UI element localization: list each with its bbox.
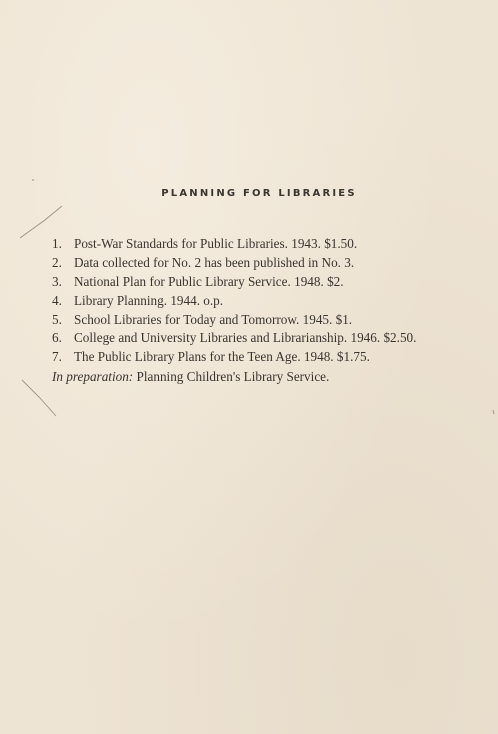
item-text: College and University Libraries and Librarianship. 1946. $2.50. [74, 330, 417, 346]
item-text: Library Planning. 1944. o.p. [74, 292, 224, 308]
item-number: 7. [52, 349, 62, 365]
pencil-dot [493, 410, 494, 414]
pencil-mark-bottom [22, 380, 56, 416]
item-number: 6. [52, 330, 62, 346]
in-preparation-title: Planning Children's Library Service. [136, 369, 330, 384]
item-number: 4. [52, 292, 62, 308]
pencil-mark-top [20, 206, 62, 238]
speck [32, 179, 34, 181]
list-item [52, 274, 492, 293]
list-item [52, 255, 492, 274]
list-item [52, 236, 492, 255]
item-number: 5. [52, 311, 62, 327]
list-item [52, 330, 492, 349]
section-heading: PLANNING FOR LIBRARIES [161, 188, 357, 199]
list-item [52, 312, 492, 331]
item-number: 3. [52, 273, 62, 289]
list-item [52, 293, 492, 312]
in-preparation-note [52, 369, 329, 385]
in-preparation-label: In preparation: [52, 369, 134, 384]
item-number: 1. [52, 236, 62, 251]
item-number: 2. [52, 254, 62, 270]
item-text: Post-War Standards for Public Libraries. 1943. $1.50. [74, 236, 358, 251]
item-text: School Libraries for Today and Tomorrow. 1945. $1. [74, 311, 353, 327]
item-text: The Public Library Plans for the Teen Age. 1948. $1.75. [74, 349, 370, 365]
list-item [52, 349, 492, 368]
publication-list [52, 236, 492, 368]
item-text: Data collected for No. 2 has been published in No. 3. [74, 254, 355, 270]
item-text: National Plan for Public Library Service. 1948. $2. [74, 273, 344, 289]
